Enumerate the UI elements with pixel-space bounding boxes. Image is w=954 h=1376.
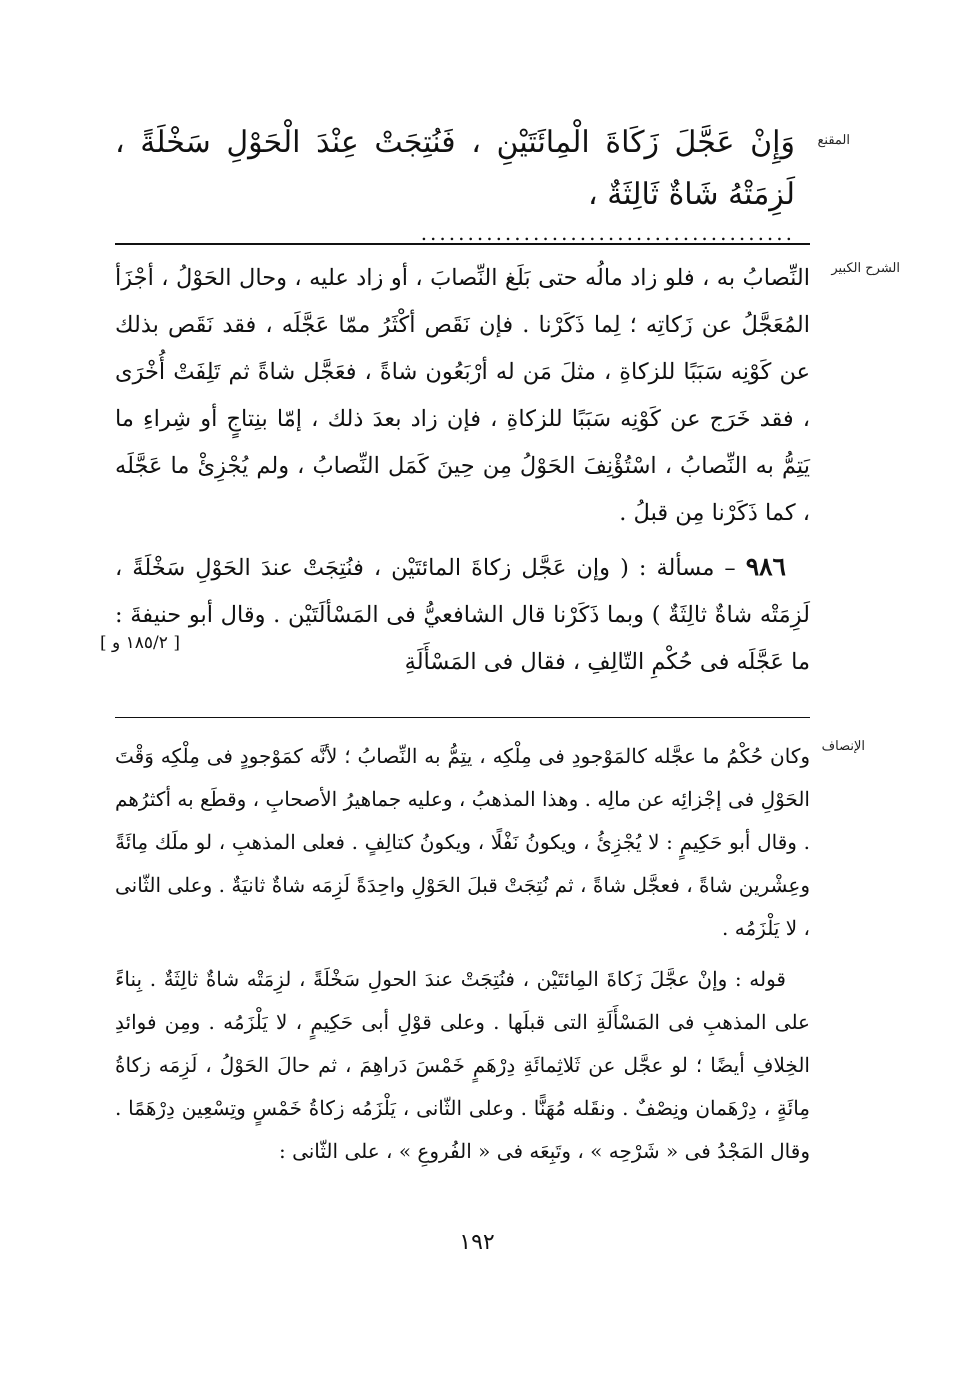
sharh-issue: [115, 543, 810, 686]
divider-middle: [115, 717, 810, 718]
margin-reference: [ ١٨٥/٢ و ]: [100, 633, 180, 653]
insaf-label: الإنصاف: [821, 739, 865, 754]
issue-number: ٩٨٦: [745, 552, 786, 581]
muqni-label: المقنع: [817, 133, 850, 148]
sharh-paragraph-1: النِّصابُ به ، فلو زاد مالُه حتى بَلَغ النِّصابَ ، أو زاد عليه ، وحال الحَوْلُ ، أجْزَأ المُعَجَّلُ عن زَكاتِه ؛ لِما ذَكَرْنا . فإن نَقَص أكْثَرُ ممّا عَجَّلَه ، فقد نَقَص بذلك عن كَوْنِه سَبَبًا للزكاةِ ، مثلَ مَن له أرْبَعُون شاةً ، فعَجَّل شاةً ثم تَلِفَتْ أُخْرَى ، فقد خَرَج عن كَوْنِه سَبَبًا للزكاةِ ، فإن زاد بعدَ ذلك ، إمّا بنِتاجٍ أو شِراءِ ما يَتِمُّ به النِّصابُ ، اسْتُؤْنِفَ الحَوْلُ مِن حِينَ كَمَل النِّصابُ ، ولم يُجْزِئْ ما عَجَّلَه ، كما ذَكَرْنا مِن قبلُ .: [115, 265, 810, 526]
page-number: ١٩٢: [459, 1230, 495, 1255]
muqni-text: وَإِنْ عَجَّلَ زَكَاةَ الْمِائَتَيْنِ ، فَنُتِجَتْ عِنْدَ الْحَوْلِ سَخْلَةً ، لَزِمَتْهُ شَاةٌ ثَالِثَةٌ ،: [115, 125, 795, 212]
insaf-text-block: [115, 735, 810, 1173]
sharh-label: الشرح الكبير: [831, 261, 900, 276]
sharh-section: [0, 255, 954, 715]
issue-text: – مسألة : ( وإن عَجَّل زكاةَ المائتَيْن ، فنُتِجَتْ عندَ الحَوْلِ سَخْلَةً ، لَزِمَتْه شاةٌ ثالِثَةٌ ) وبما ذَكَرْنا قال الشافعيُّ فى المَسْألَتَيْن . وقال أبو حنيفةَ : ما عَجَّلَه فى حُكْمِ التّالِفِ ، فقال فى المَسْأَلَةِ: [115, 555, 810, 675]
insaf-paragraph-1: وكان حُكْمُ ما عجَّله كالمَوْجودِ فى مِلْكِه ، يتِمُّ به النِّصابُ ؛ لأنَّه كمَوْجودٍ فى مِلْكِه وَقْتَ الحَوْلِ فى إجْزائِه عن مالِه . وهذا المذهبُ ، وعليه جماهيرُ الأصحابِ ، وقطَع به أكثرُهم . وقال أبو حَكِيمٍ : لا يُجْزِئُ ، ويكونُ نَفْلًا ، ويكونُ كتالِفٍ . فعلى المذهبِ ، لو ملَك مِائَةً وعِشْرين شاةً ، فعجَّل شاةً ، ثم نُتِجَتْ قبلَ الحَوْلِ واحِدَةً لَزِمَه شاةٌ ثانيَةٌ . وعلى الثّانى ، لا يَلْزَمُه .: [115, 744, 810, 940]
muqni-text-block: [115, 117, 795, 245]
muqni-section: [0, 115, 954, 245]
insaf-section: [0, 735, 954, 1205]
divider-top: [115, 243, 810, 245]
sharh-text-block: [115, 255, 810, 686]
insaf-paragraph-2: قوله : وإنْ عجَّلَ زَكاةَ المِائتَيْن ، فنُتِجَتْ عندَ الحولِ سَخْلَةً ، لزِمَتْه شاةٌ ثالِثَةٌ . بِناءً على المذهبِ فى المَسْأَلَةِ التى قبلَها . وعلى قوْلِ أبى حَكِيمٍ ، لا يَلْزَمُه . ومِن فوائدِ الخِلافِ أيضًا ؛ لو عجَّل عن ثَلاثِمائَةِ دِرْهَمٍ خَمْسَ دَراهِمَ ، ثم حالَ الحَوْلُ ، لَزِمَه زكاةُ مِائَةٍ ، دِرْهَمان ونِصْفٌ . ونقَله مُهَنًّا . وعلى الثّانى ، يَلْزَمُه زكاةُ خَمْسٍ وتِسْعِين دِرْهَمًا . وقال المَجْدُ فى « شَرْحِه » ، وتَبِعَه فى « الفُروعِ » ، على الثّانى :: [115, 967, 810, 1163]
muqni-dots: ........................................: [420, 221, 795, 245]
